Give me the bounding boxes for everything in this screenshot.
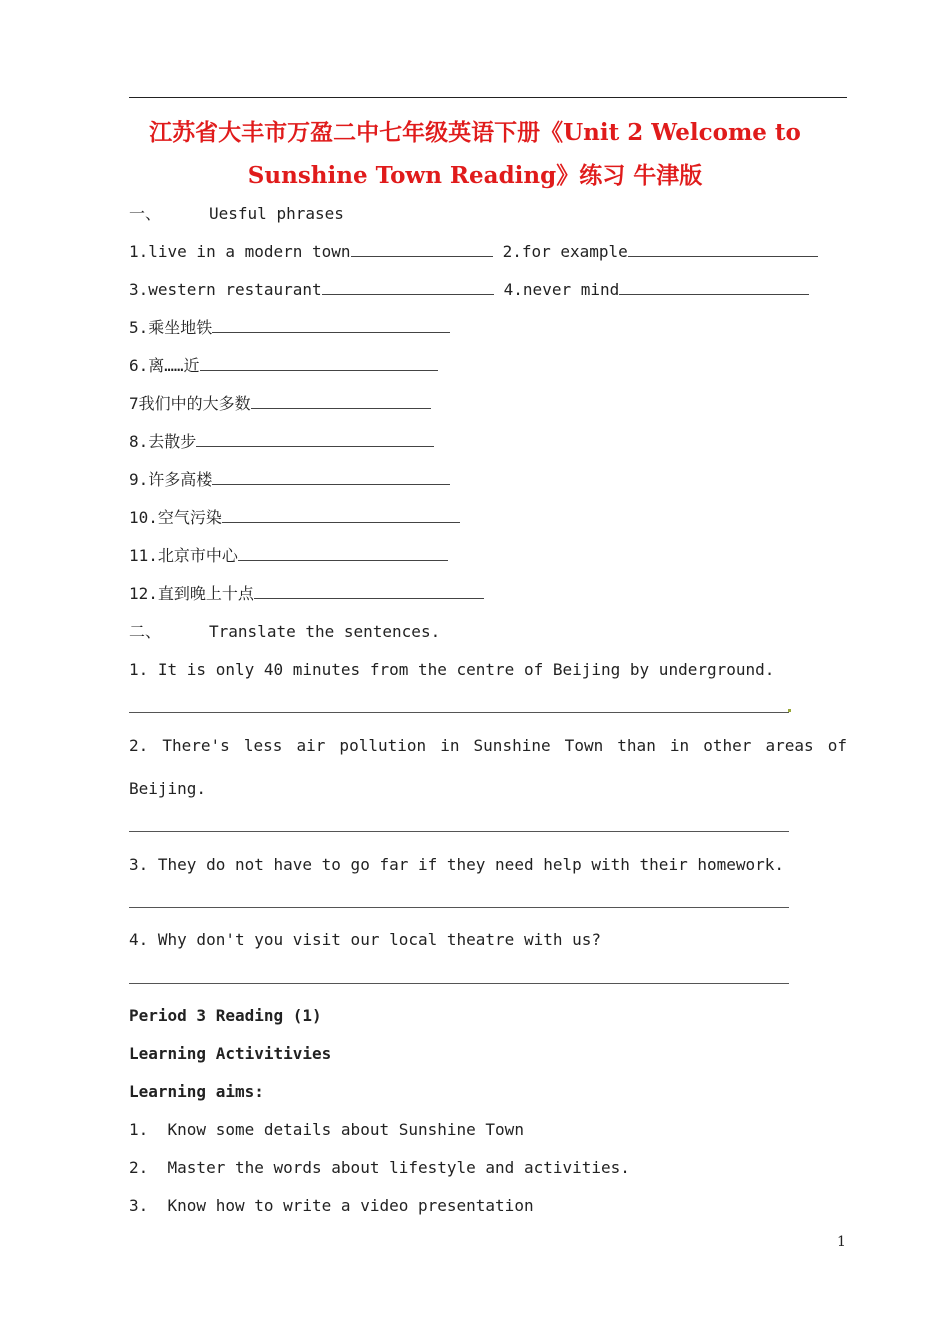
answer-blank[interactable] — [212, 318, 450, 333]
sentence-4: 4. Why don't you visit our local theatre with us? — [129, 930, 602, 949]
section2-number: 二、 — [129, 622, 162, 641]
section1-heading — [129, 204, 344, 224]
phrase-item: 9.许多高楼 — [129, 470, 213, 489]
answer-blank[interactable] — [238, 546, 448, 561]
aim-item-1: 1. Know some details about Sunshine Town — [129, 1120, 524, 1139]
phrase-item: 6.离……近 — [129, 356, 200, 375]
answer-blank[interactable] — [351, 242, 493, 257]
phrase-row-5 — [129, 318, 450, 338]
answer-blank[interactable] — [322, 280, 494, 295]
phrase-item: 4.never mind — [503, 280, 620, 299]
document-title-line1: 江苏省大丰市万盈二中七年级英语下册《Unit 2 Welcome to — [149, 119, 801, 146]
page-number: 1 — [837, 1234, 846, 1250]
activities-heading: Learning Activitivies — [129, 1044, 332, 1063]
answer-blank[interactable] — [619, 280, 809, 295]
phrase-item: 1.live in a modern town — [129, 242, 351, 261]
answer-blank[interactable] — [222, 508, 460, 523]
header-rule — [129, 97, 847, 98]
phrase-item: 3.western restaurant — [129, 280, 322, 299]
sentence-1: 1. It is only 40 minutes from the centre of Beijing by underground. — [129, 660, 775, 679]
answer-line-4[interactable] — [129, 983, 789, 984]
section2-title: Translate the sentences. — [209, 622, 441, 641]
answer-blank[interactable] — [251, 394, 431, 409]
sentence-2-continued: Beijing. — [129, 779, 207, 798]
document-title-line2: Sunshine Town Reading》练习 牛津版 — [247, 162, 703, 189]
section1-title: Uesful phrases — [209, 204, 344, 223]
period-heading: Period 3 Reading (1) — [129, 1006, 322, 1025]
aims-heading: Learning aims: — [129, 1082, 264, 1101]
phrase-item: 5.乘坐地铁 — [129, 318, 213, 337]
answer-blank[interactable] — [196, 432, 434, 447]
answer-blank[interactable] — [200, 356, 438, 371]
answer-blank[interactable] — [254, 584, 484, 599]
sentence-2: 2. There's less air pollution in Sunshine Town than in other areas of — [129, 736, 847, 755]
phrase-row-1 — [129, 242, 818, 262]
section2-heading — [129, 622, 440, 642]
phrase-row-6 — [129, 356, 438, 376]
aim-item-2: 2. Master the words about lifestyle and activities. — [129, 1158, 630, 1177]
phrase-row-12 — [129, 584, 484, 604]
phrase-row-9 — [129, 470, 450, 490]
answer-blank[interactable] — [628, 242, 818, 257]
aim-item-3: 3. Know how to write a video presentation — [129, 1196, 534, 1215]
answer-line-3[interactable] — [129, 907, 789, 908]
phrase-row-8 — [129, 432, 434, 452]
phrase-row-10 — [129, 508, 460, 528]
phrase-item: 2.for example — [502, 242, 628, 261]
phrase-item: 8.去散步 — [129, 432, 197, 451]
answer-blank[interactable] — [212, 470, 450, 485]
answer-line-2[interactable] — [129, 831, 789, 832]
ink-dot — [788, 709, 791, 712]
phrase-item: 10.空气污染 — [129, 508, 222, 527]
phrase-row-2 — [129, 280, 809, 300]
sentence-3: 3. They do not have to go far if they need help with their homework. — [129, 855, 785, 874]
section1-number: 一、 — [129, 204, 162, 223]
phrase-item: 12.直到晚上十点 — [129, 584, 254, 603]
phrase-item: 7我们中的大多数 — [129, 394, 251, 413]
phrase-row-7 — [129, 394, 431, 414]
answer-line-1[interactable] — [129, 712, 789, 713]
phrase-row-11 — [129, 546, 448, 566]
phrase-item: 11.北京市中心 — [129, 546, 238, 565]
